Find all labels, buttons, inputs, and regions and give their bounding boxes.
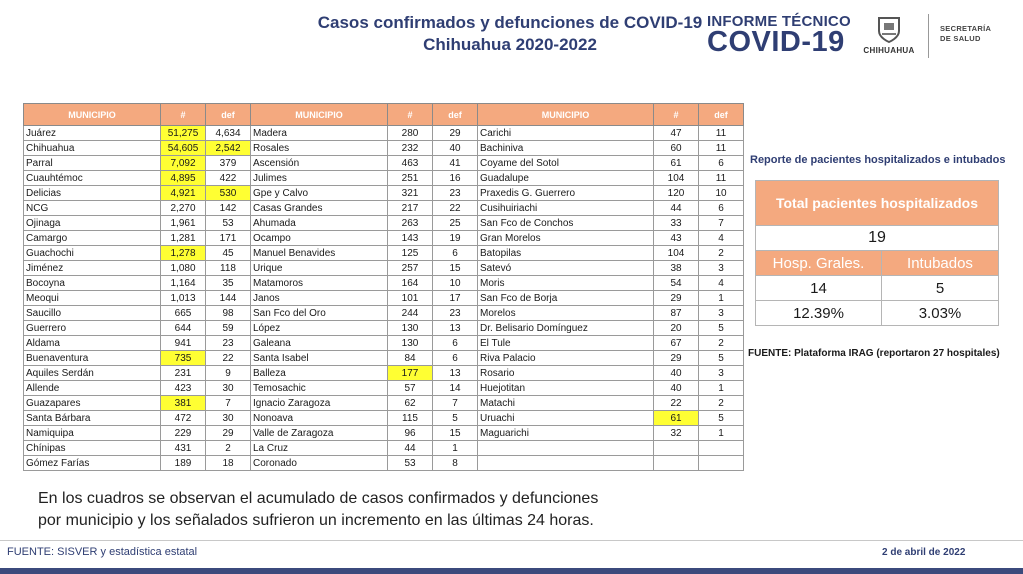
cases-cell: 231 <box>161 366 206 381</box>
deaths-cell: 6 <box>699 201 744 216</box>
municipality-cell: Batopilas <box>478 246 654 261</box>
secretaria-line2: DE SALUD <box>940 34 981 43</box>
table-row <box>24 231 744 246</box>
municipality-cell: Chínipas <box>24 441 161 456</box>
municipality-cell: NCG <box>24 201 161 216</box>
deaths-cell: 30 <box>206 381 251 396</box>
column-header: MUNICIPIO <box>478 104 654 126</box>
municipality-cell: Gpe y Calvo <box>251 186 388 201</box>
cases-cell: 1,164 <box>161 276 206 291</box>
cases-cell: 54 <box>654 276 699 291</box>
explanatory-note <box>38 488 718 532</box>
deaths-cell: 171 <box>206 231 251 246</box>
deaths-cell: 15 <box>433 426 478 441</box>
municipality-cell: El Tule <box>478 336 654 351</box>
cases-cell: 164 <box>388 276 433 291</box>
cases-cell: 115 <box>388 411 433 426</box>
municipality-cell: Matamoros <box>251 276 388 291</box>
municipality-cell: López <box>251 321 388 336</box>
cases-cell: 463 <box>388 156 433 171</box>
municipality-cell: Aldama <box>24 336 161 351</box>
cases-cell: 67 <box>654 336 699 351</box>
secretaria-line1: SECRETARÍA <box>940 24 992 33</box>
municipality-cell: Chihuahua <box>24 141 161 156</box>
footer-date: 2 de abril de 2022 <box>882 547 966 558</box>
cases-cell <box>654 441 699 456</box>
logo-divider <box>928 14 929 58</box>
municipality-cell: Gómez Farías <box>24 456 161 471</box>
municipality-cell: Rosario <box>478 366 654 381</box>
cases-cell: 47 <box>654 126 699 141</box>
deaths-cell: 118 <box>206 261 251 276</box>
cases-cell: 321 <box>388 186 433 201</box>
municipality-cell: Aquiles Serdán <box>24 366 161 381</box>
table-row <box>24 366 744 381</box>
municipality-cell: Meoqui <box>24 291 161 306</box>
municipality-cell: Ignacio Zaragoza <box>251 396 388 411</box>
municipality-cell: Guazapares <box>24 396 161 411</box>
deaths-cell: 2 <box>699 336 744 351</box>
table-header-row <box>24 104 744 126</box>
table-row <box>24 171 744 186</box>
municipality-cell: Ocampo <box>251 231 388 246</box>
table-row <box>24 126 744 141</box>
deaths-cell: 13 <box>433 366 478 381</box>
footer-source: FUENTE: SISVER y estadística estatal <box>7 546 198 558</box>
municipality-cell: Santa Bárbara <box>24 411 161 426</box>
table-row <box>24 321 744 336</box>
municipality-cell: Bocoyna <box>24 276 161 291</box>
cases-cell: 4,895 <box>161 171 206 186</box>
table-row <box>24 396 744 411</box>
deaths-cell: 30 <box>206 411 251 426</box>
municipality-cell: Morelos <box>478 306 654 321</box>
deaths-cell: 22 <box>206 351 251 366</box>
cases-cell: 1,080 <box>161 261 206 276</box>
cases-cell: 87 <box>654 306 699 321</box>
deaths-cell: 4 <box>699 231 744 246</box>
municipality-cell: Buenaventura <box>24 351 161 366</box>
deaths-cell: 379 <box>206 156 251 171</box>
deaths-cell: 1 <box>699 381 744 396</box>
deaths-cell: 4,634 <box>206 126 251 141</box>
hospital-source-note: FUENTE: Plataforma IRAG (reportaron 27 hospitales) <box>748 348 1000 359</box>
municipality-cell: Nonoava <box>251 411 388 426</box>
deaths-cell: 5 <box>699 321 744 336</box>
cases-cell: 53 <box>388 456 433 471</box>
municipality-cell: Guerrero <box>24 321 161 336</box>
deaths-cell: 1 <box>699 426 744 441</box>
municipality-cell: Janos <box>251 291 388 306</box>
cases-cell: 7,092 <box>161 156 206 171</box>
table-row <box>24 216 744 231</box>
municipality-cell: Cuauhtémoc <box>24 171 161 186</box>
deaths-cell: 29 <box>206 426 251 441</box>
deaths-cell: 1 <box>433 441 478 456</box>
cases-cell: 32 <box>654 426 699 441</box>
deaths-cell: 5 <box>699 411 744 426</box>
cases-cell: 257 <box>388 261 433 276</box>
chihuahua-emblem-icon <box>876 16 902 44</box>
note-line2: por municipio y los señalados sufrieron un incremento en las últimas 24 horas. <box>38 512 594 529</box>
cases-cell: 229 <box>161 426 206 441</box>
deaths-cell: 23 <box>433 186 478 201</box>
cases-cell: 644 <box>161 321 206 336</box>
cases-cell: 143 <box>388 231 433 246</box>
table-row <box>24 456 744 471</box>
municipality-cell: Saucillo <box>24 306 161 321</box>
cases-cell: 232 <box>388 141 433 156</box>
cases-cell: 29 <box>654 291 699 306</box>
deaths-cell: 7 <box>433 396 478 411</box>
cases-cell: 2,270 <box>161 201 206 216</box>
deaths-cell: 6 <box>433 246 478 261</box>
column-header: # <box>654 104 699 126</box>
municipality-cell: Parral <box>24 156 161 171</box>
deaths-cell: 142 <box>206 201 251 216</box>
deaths-cell: 18 <box>206 456 251 471</box>
chihuahua-logo-label: CHIHUAHUA <box>863 46 915 55</box>
municipality-cell: Rosales <box>251 141 388 156</box>
cases-cell: 40 <box>654 381 699 396</box>
deaths-cell: 3 <box>699 306 744 321</box>
cases-cell: 61 <box>654 411 699 426</box>
hospital-report-heading: Reporte de pacientes hospitalizados e intubados <box>750 154 1006 166</box>
deaths-cell: 1 <box>699 291 744 306</box>
total-hospitalized-value: 19 <box>756 226 999 251</box>
municipality-cell: Allende <box>24 381 161 396</box>
municipality-cell: Gran Morelos <box>478 231 654 246</box>
cases-cell: 381 <box>161 396 206 411</box>
deaths-cell: 2,542 <box>206 141 251 156</box>
cases-cell: 423 <box>161 381 206 396</box>
municipality-cell: Ojinaga <box>24 216 161 231</box>
cases-cell: 1,013 <box>161 291 206 306</box>
cases-cell: 44 <box>388 441 433 456</box>
table-row <box>24 291 744 306</box>
cases-cell: 62 <box>388 396 433 411</box>
cases-cell: 60 <box>654 141 699 156</box>
cases-cell: 941 <box>161 336 206 351</box>
deaths-cell: 5 <box>433 411 478 426</box>
deaths-cell: 15 <box>433 261 478 276</box>
cases-cell: 20 <box>654 321 699 336</box>
municipality-cell <box>478 441 654 456</box>
municipality-cell: Balleza <box>251 366 388 381</box>
deaths-cell: 45 <box>206 246 251 261</box>
cases-cell: 43 <box>654 231 699 246</box>
cases-cell: 61 <box>654 156 699 171</box>
note-line1: En los cuadros se observan el acumulado de casos confirmados y defunciones <box>38 490 599 507</box>
deaths-cell: 53 <box>206 216 251 231</box>
deaths-cell: 422 <box>206 171 251 186</box>
deaths-cell: 11 <box>699 171 744 186</box>
deaths-cell <box>699 456 744 471</box>
municipality-cell: Matachi <box>478 396 654 411</box>
table-row <box>24 426 744 441</box>
municipal-cases-table <box>23 103 744 471</box>
cases-cell: 84 <box>388 351 433 366</box>
general-hospital-value: 14 <box>756 276 882 301</box>
deaths-cell: 19 <box>433 231 478 246</box>
municipality-cell: Satevó <box>478 261 654 276</box>
table-row <box>24 336 744 351</box>
table-row <box>24 141 744 156</box>
deaths-cell: 41 <box>433 156 478 171</box>
cases-cell: 177 <box>388 366 433 381</box>
municipality-cell: Cusihuiriachi <box>478 201 654 216</box>
deaths-cell: 14 <box>433 381 478 396</box>
municipality-cell: Julimes <box>251 171 388 186</box>
cases-cell: 1,961 <box>161 216 206 231</box>
report-title-line1: Casos confirmados y defunciones de COVID-19 <box>317 13 703 32</box>
brand-subtitle: INFORME TÉCNICO <box>707 13 851 30</box>
deaths-cell: 11 <box>699 141 744 156</box>
municipality-cell: La Cruz <box>251 441 388 456</box>
municipality-cell: Valle de Zaragoza <box>251 426 388 441</box>
municipality-cell: San Fco de Borja <box>478 291 654 306</box>
municipality-cell: Riva Palacio <box>478 351 654 366</box>
column-header: # <box>388 104 433 126</box>
deaths-cell: 4 <box>699 276 744 291</box>
table-row <box>24 186 744 201</box>
general-hospital-label: Hosp. Grales. <box>756 251 882 276</box>
deaths-cell: 23 <box>206 336 251 351</box>
municipality-cell <box>478 456 654 471</box>
municipality-cell: Coyame del Sotol <box>478 156 654 171</box>
brand-title: COVID-19 <box>707 26 845 58</box>
table-row <box>24 306 744 321</box>
deaths-cell: 98 <box>206 306 251 321</box>
cases-cell: 101 <box>388 291 433 306</box>
cases-cell: 44 <box>654 201 699 216</box>
deaths-cell: 3 <box>699 261 744 276</box>
table-row <box>24 246 744 261</box>
table-row <box>24 261 744 276</box>
municipality-cell: Guachochi <box>24 246 161 261</box>
municipality-cell: Namiquipa <box>24 426 161 441</box>
deaths-cell: 5 <box>699 351 744 366</box>
cases-cell: 189 <box>161 456 206 471</box>
cases-cell: 665 <box>161 306 206 321</box>
municipality-cell: Santa Isabel <box>251 351 388 366</box>
column-header: def <box>699 104 744 126</box>
cases-cell: 120 <box>654 186 699 201</box>
cases-cell: 104 <box>654 246 699 261</box>
cases-cell: 280 <box>388 126 433 141</box>
municipality-cell: San Fco de Conchos <box>478 216 654 231</box>
deaths-cell: 40 <box>433 141 478 156</box>
municipality-cell: Juárez <box>24 126 161 141</box>
cases-cell: 217 <box>388 201 433 216</box>
secretaria-salud-logo <box>940 24 991 44</box>
cases-cell: 104 <box>654 171 699 186</box>
deaths-cell: 35 <box>206 276 251 291</box>
municipality-cell: Temosachic <box>251 381 388 396</box>
cases-cell: 29 <box>654 351 699 366</box>
municipality-cell: Dr. Belisario Domínguez <box>478 321 654 336</box>
intubated-label: Intubados <box>882 251 999 276</box>
table-row <box>24 276 744 291</box>
deaths-cell <box>699 441 744 456</box>
municipality-cell: Urique <box>251 261 388 276</box>
column-header: # <box>161 104 206 126</box>
general-hospital-percent: 12.39% <box>756 301 882 326</box>
deaths-cell: 23 <box>433 306 478 321</box>
deaths-cell: 7 <box>206 396 251 411</box>
chihuahua-logo <box>858 16 920 55</box>
intubated-value: 5 <box>882 276 999 301</box>
municipality-cell: Uruachi <box>478 411 654 426</box>
deaths-cell: 3 <box>699 366 744 381</box>
deaths-cell: 10 <box>433 276 478 291</box>
cases-cell: 33 <box>654 216 699 231</box>
column-header: def <box>433 104 478 126</box>
cases-cell <box>654 456 699 471</box>
cases-cell: 22 <box>654 396 699 411</box>
cases-cell: 4,921 <box>161 186 206 201</box>
cases-cell: 472 <box>161 411 206 426</box>
deaths-cell: 530 <box>206 186 251 201</box>
cases-cell: 130 <box>388 321 433 336</box>
deaths-cell: 16 <box>433 171 478 186</box>
municipality-cell: Carichi <box>478 126 654 141</box>
cases-cell: 130 <box>388 336 433 351</box>
deaths-cell: 9 <box>206 366 251 381</box>
cases-cell: 57 <box>388 381 433 396</box>
intubated-percent: 3.03% <box>882 301 999 326</box>
municipality-cell: Guadalupe <box>478 171 654 186</box>
table-row <box>24 411 744 426</box>
deaths-cell: 17 <box>433 291 478 306</box>
table-row <box>24 381 744 396</box>
municipality-cell: San Fco del Oro <box>251 306 388 321</box>
deaths-cell: 8 <box>433 456 478 471</box>
column-header: MUNICIPIO <box>251 104 388 126</box>
column-header: MUNICIPIO <box>24 104 161 126</box>
deaths-cell: 6 <box>433 351 478 366</box>
cases-cell: 263 <box>388 216 433 231</box>
municipality-cell: Huejotitan <box>478 381 654 396</box>
deaths-cell: 2 <box>699 246 744 261</box>
deaths-cell: 25 <box>433 216 478 231</box>
municipality-cell: Manuel Benavides <box>251 246 388 261</box>
municipality-cell: Camargo <box>24 231 161 246</box>
total-hospitalized-label: Total pacientes hospitalizados <box>756 181 999 226</box>
table-row <box>24 201 744 216</box>
deaths-cell: 2 <box>206 441 251 456</box>
deaths-cell: 29 <box>433 126 478 141</box>
municipality-cell: Galeana <box>251 336 388 351</box>
cases-cell: 431 <box>161 441 206 456</box>
table-row <box>24 441 744 456</box>
cases-cell: 40 <box>654 366 699 381</box>
table-row <box>24 351 744 366</box>
deaths-cell: 22 <box>433 201 478 216</box>
cases-cell: 51,275 <box>161 126 206 141</box>
deaths-cell: 144 <box>206 291 251 306</box>
report-title <box>300 12 720 56</box>
deaths-cell: 7 <box>699 216 744 231</box>
municipality-cell: Casas Grandes <box>251 201 388 216</box>
municipality-cell: Maguarichi <box>478 426 654 441</box>
deaths-cell: 13 <box>433 321 478 336</box>
hospital-summary-table <box>755 180 999 326</box>
cases-cell: 1,278 <box>161 246 206 261</box>
cases-cell: 244 <box>388 306 433 321</box>
municipality-cell: Coronado <box>251 456 388 471</box>
municipality-cell: Madera <box>251 126 388 141</box>
deaths-cell: 11 <box>699 126 744 141</box>
cases-cell: 38 <box>654 261 699 276</box>
municipality-cell: Ascensión <box>251 156 388 171</box>
deaths-cell: 2 <box>699 396 744 411</box>
table-row <box>24 156 744 171</box>
cases-cell: 54,605 <box>161 141 206 156</box>
municipality-cell: Moris <box>478 276 654 291</box>
municipality-cell: Jiménez <box>24 261 161 276</box>
report-title-line2: Chihuahua 2020-2022 <box>423 35 597 54</box>
cases-cell: 735 <box>161 351 206 366</box>
municipality-cell: Ahumada <box>251 216 388 231</box>
municipality-cell: Delicias <box>24 186 161 201</box>
deaths-cell: 6 <box>433 336 478 351</box>
cases-cell: 251 <box>388 171 433 186</box>
cases-cell: 1,281 <box>161 231 206 246</box>
column-header: def <box>206 104 251 126</box>
deaths-cell: 10 <box>699 186 744 201</box>
cases-cell: 96 <box>388 426 433 441</box>
deaths-cell: 6 <box>699 156 744 171</box>
footer-stripe <box>0 568 1023 574</box>
municipality-cell: Praxedis G. Guerrero <box>478 186 654 201</box>
municipality-cell: Bachiniva <box>478 141 654 156</box>
cases-cell: 125 <box>388 246 433 261</box>
deaths-cell: 59 <box>206 321 251 336</box>
